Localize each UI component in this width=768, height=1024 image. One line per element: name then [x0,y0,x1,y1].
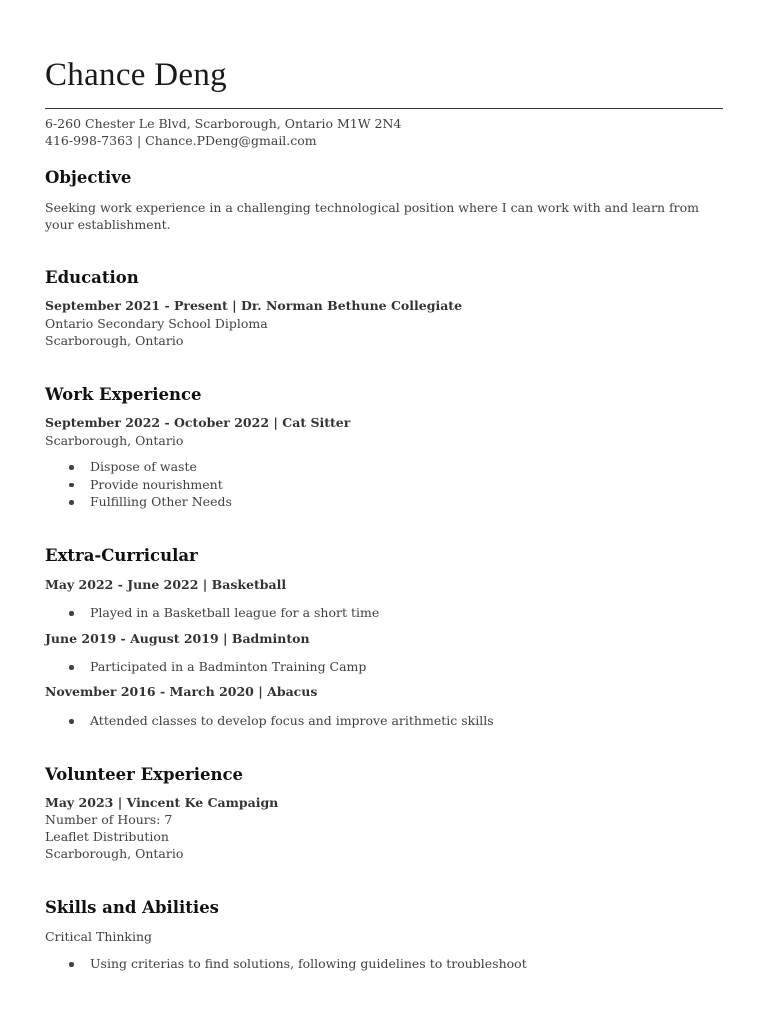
list-item: Participated in a Badminton Training Camp [45,658,366,676]
work-location: Scarborough, Ontario [45,433,184,448]
list-item: Dispose of waste [45,458,232,476]
volunteer-hours: Number of Hours: 7 [45,812,173,827]
list-item: Provide nourishment [45,476,232,494]
work-experience-heading: Work Experience [45,385,202,404]
education-title: September 2021 - Present | Dr. Norman Bethune Collegiate [45,298,463,313]
skills-bullet-list [45,955,527,973]
extracurricular-title: November 2016 - March 2020 | Abacus [45,684,318,699]
volunteer-heading: Volunteer Experience [45,765,244,784]
list-item: Using criterias to find solutions, following guidelines to troubleshoot [45,955,527,973]
education-diploma: Ontario Secondary School Diploma [45,316,268,331]
extracurricular-title: May 2022 - June 2022 | Basketball [45,577,287,592]
work-title: September 2022 - October 2022 | Cat Sitter [45,415,351,430]
contact-phone-email: 416-998-7363 | Chance.PDeng@gmail.com [45,133,317,148]
extracurricular-bullet-list [45,712,494,730]
skills-heading: Skills and Abilities [45,898,219,917]
volunteer-role: Leaflet Distribution [45,829,169,844]
header-divider [45,108,723,109]
list-item: Fulfilling Other Needs [45,493,232,511]
work-bullet-list [45,458,232,511]
applicant-name: Chance Deng [45,57,227,93]
extracurricular-title: June 2019 - August 2019 | Badminton [45,631,310,646]
extracurricular-bullet-list [45,604,379,622]
volunteer-location: Scarborough, Ontario [45,846,184,861]
volunteer-title: May 2023 | Vincent Ke Campaign [45,795,279,810]
list-item: Played in a Basketball league for a short time [45,604,379,622]
extracurricular-heading: Extra-Curricular [45,546,198,565]
objective-heading: Objective [45,168,132,187]
contact-address: 6-260 Chester Le Blvd, Scarborough, Ontario M1W 2N4 [45,116,402,131]
education-location: Scarborough, Ontario [45,333,184,348]
skills-subtitle: Critical Thinking [45,929,153,944]
extracurricular-bullet-list [45,658,366,676]
list-item: Attended classes to develop focus and improve arithmetic skills [45,712,494,730]
education-heading: Education [45,268,139,287]
objective-text: Seeking work experience in a challenging technological position where I can work with and learn from your establishment. [45,200,699,232]
